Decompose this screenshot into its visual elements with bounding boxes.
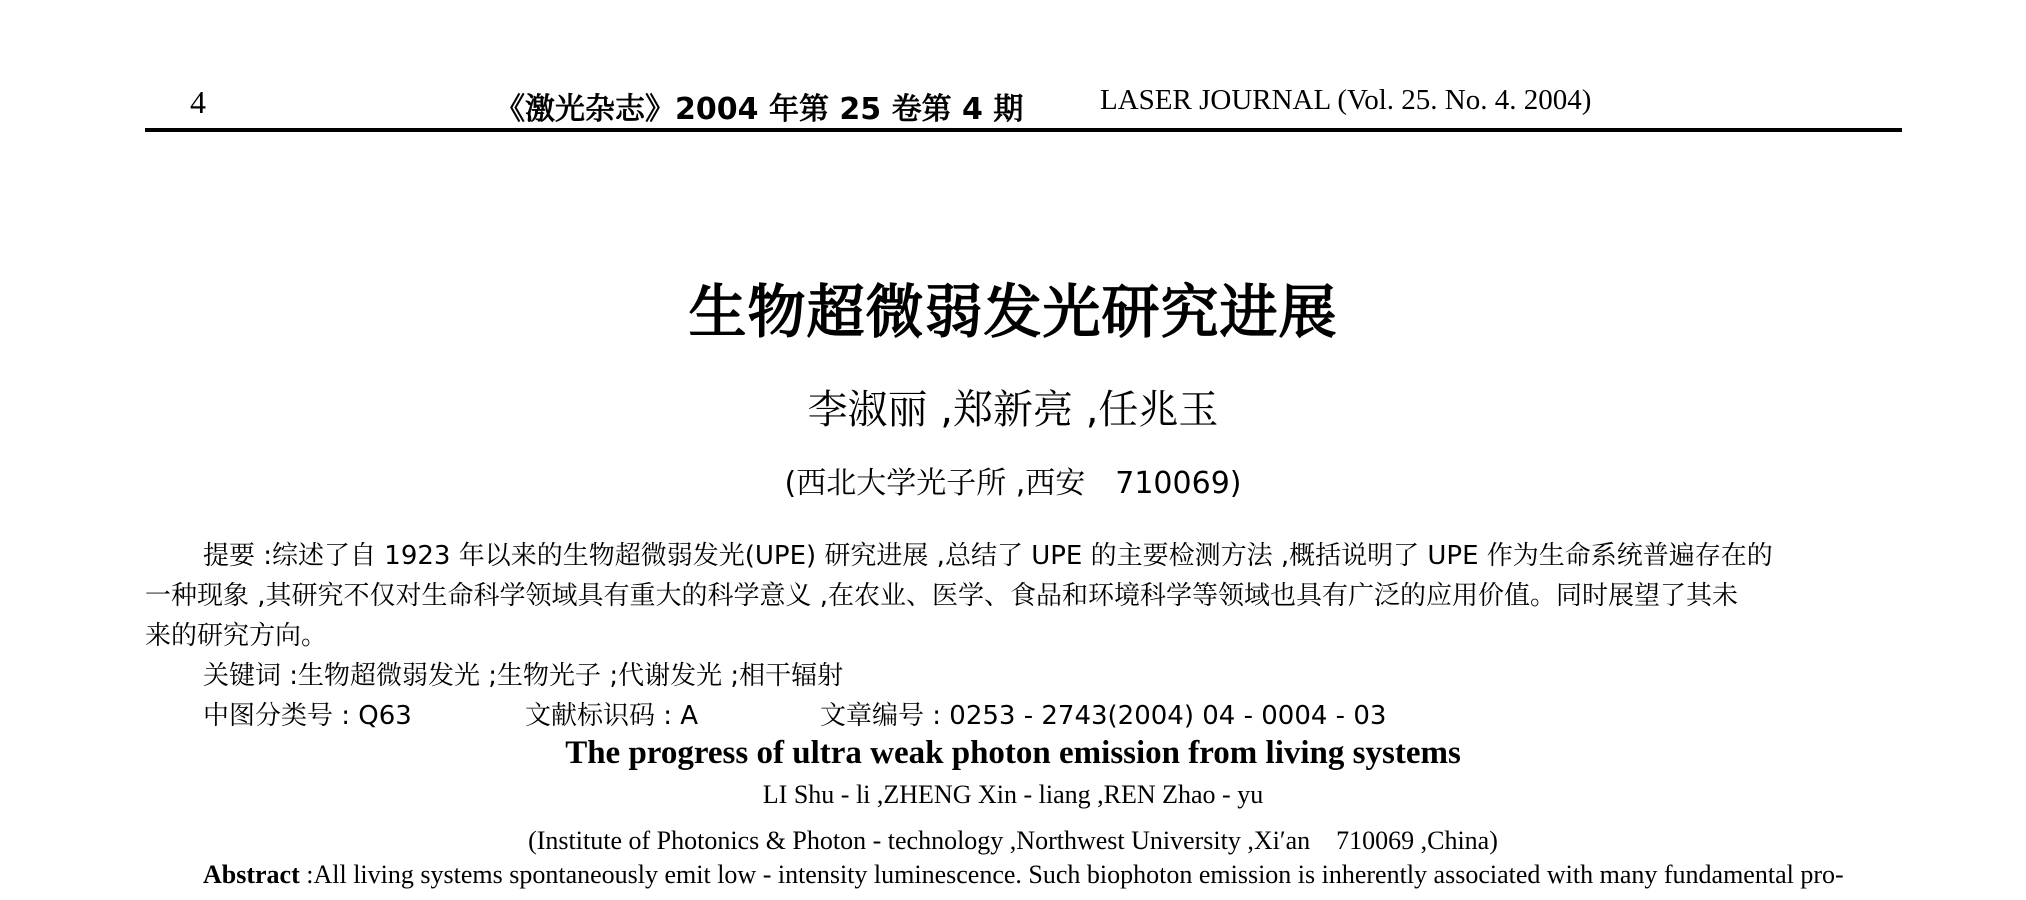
abstract-cn-line-2: 一种现象 ,其研究不仅对生命科学领域具有重大的科学意义 ,在农业、医学、食品和环境科学等领域也具有广泛的应用价值。同时展望了其未: [145, 581, 1739, 611]
abstract-en-text: :All living systems spontaneously emit low - intensity luminescence. Such biophoton emission is inherently associated with many fundamental pro-: [299, 860, 1844, 889]
article-title-en: The progress of ultra weak photon emission from living systems: [565, 735, 1461, 771]
clc-number: 中图分类号 : Q63: [203, 701, 412, 731]
keywords-cn: 关键词 :生物超微弱发光 ;生物光子 ;代谢发光 ;相干辐射: [203, 661, 844, 691]
abstract-cn-line-3: 来的研究方向。: [145, 621, 328, 651]
authors-en: LI Shu - li ,ZHENG Xin - liang ,REN Zhao - yu: [762, 780, 1264, 809]
article-title-cn: 生物超微弱发光研究进展: [688, 278, 1338, 346]
abstract-cn-line-1: 提要 :综述了自 1923 年以来的生物超微弱发光(UPE) 研究进展 ,总结了 UPE 的主要检测方法 ,概括说明了 UPE 作为生命系统普遍存在的: [203, 541, 1773, 571]
journal-header-en: LASER JOURNAL (Vol. 25. No. 4. 2004): [1100, 84, 1592, 116]
abstract-en: [203, 860, 1844, 890]
journal-header-cn: 《激光杂志》2004 年第 25 卷第 4 期: [495, 92, 1024, 127]
header-rule: [145, 128, 1902, 132]
page-number: 4: [190, 84, 206, 120]
affiliation-cn: (西北大学光子所 ,西安 710069): [784, 466, 1242, 501]
article-number: 文章编号 : 0253 - 2743(2004) 04 - 0004 - 03: [820, 701, 1387, 731]
document-code: 文献标识码 : A: [525, 701, 699, 731]
authors-cn: 李淑丽 ,郑新亮 ,任兆玉: [807, 387, 1219, 433]
abstract-en-label: Abstract: [203, 860, 300, 889]
affiliation-en: (Institute of Photonics & Photon - technology ,Northwest University ,Xi′an 710069 ,China): [528, 826, 1498, 855]
